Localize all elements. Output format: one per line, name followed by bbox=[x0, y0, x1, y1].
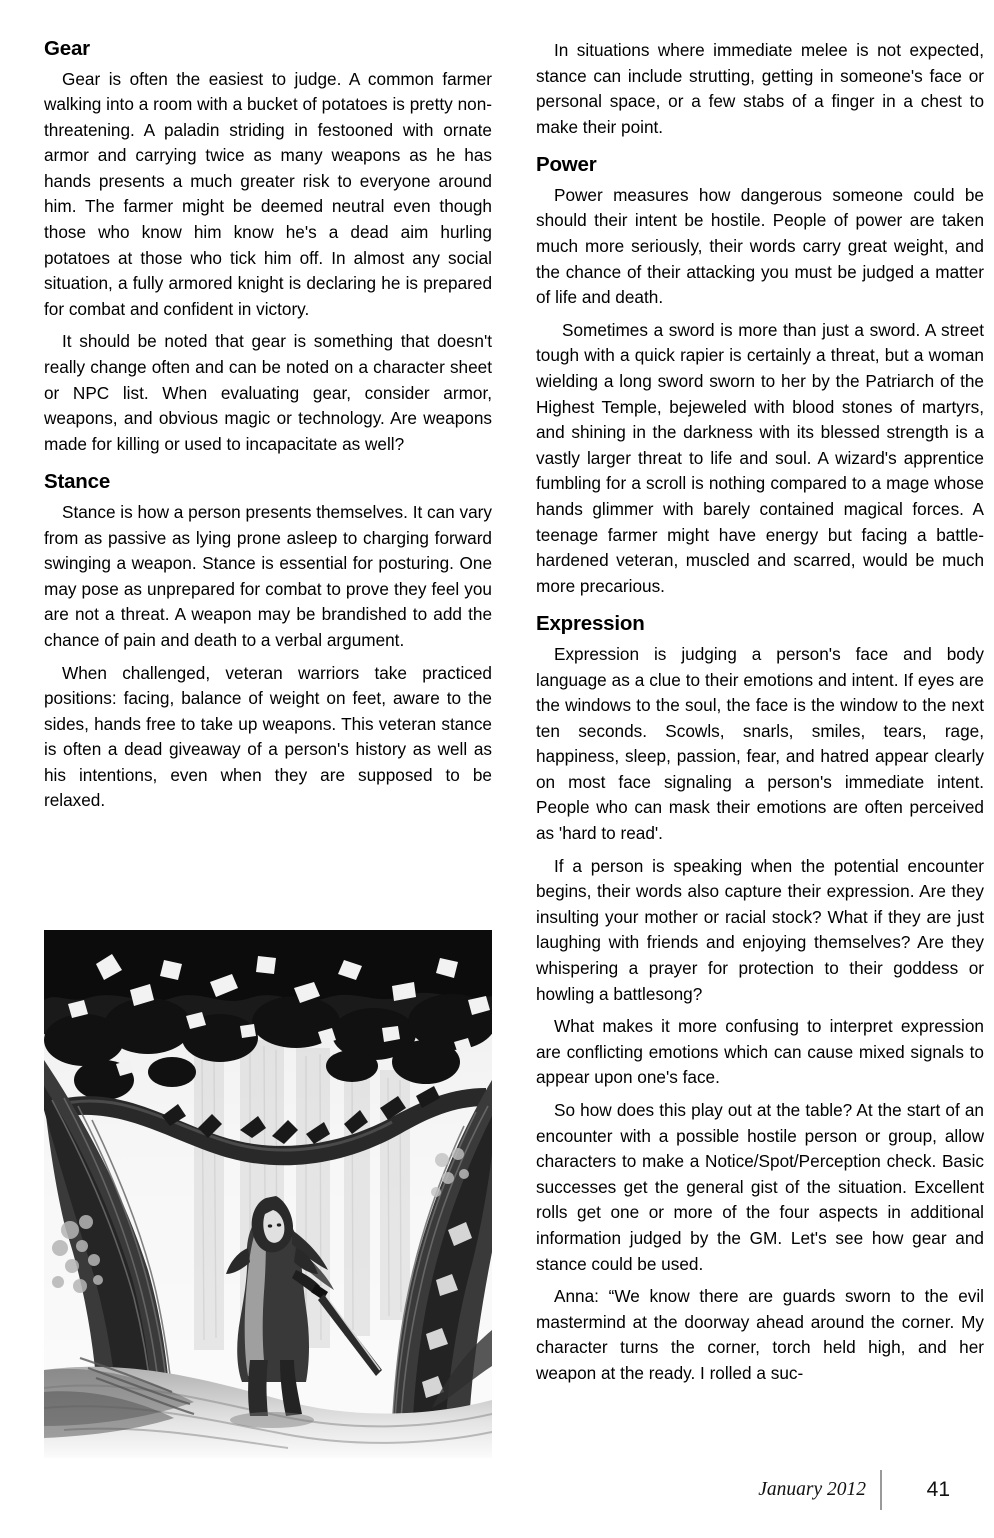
paragraph: Expression is judging a person's face and body language as a clue to their emotions and intent. If eyes are the windows to the soul, the face is the window to the next ten seconds. Scowls, snarls, smiles, tears, rage, happiness, sleep, passion, fear, and hatred appear clearly on most face signaling a person's immediate intent. People who can mask their emotions are often perceived as 'hard to read'. bbox=[536, 643, 984, 844]
paragraph: If a person is speaking when the potential encounter begins, their words also capture their expression. Are they insulting your mother or racial stock? What if they are just laughing with friends and enjoying themselves? Are they whispering a prayer for protection to their goddess or howling a battlesong? bbox=[536, 855, 984, 1004]
heading-power: Power bbox=[536, 153, 597, 177]
paragraph: So how does this play out at the table? At the start of an encounter with a possible hostile person or group, allow characters to make a Notice/Spot/Perception check. Basic successes get the general gist of the situation. Excellent rolls get one or more of the four aspects in additional information judged by the GM. Let's see how gear and stance could be used. bbox=[536, 1100, 984, 1274]
page-number: 41 bbox=[926, 1478, 950, 1501]
paragraph: Stance is how a person presents themselves. It can vary from as passive as lying prone asleep to charging forward swinging a weapon. Stance is essential for posturing. One may pose as unprepared for combat to prove they feel you are not a threat. A weapon may be brandished to add the chance of pain and death to a verbal argument. bbox=[44, 501, 492, 650]
right-column bbox=[536, 38, 984, 1394]
heading-stance: Stance bbox=[44, 470, 111, 494]
footer-issue-date: January 2012 bbox=[758, 1479, 866, 1500]
forest-illustration bbox=[44, 930, 492, 1458]
left-column bbox=[44, 38, 492, 823]
paragraph: What makes it more confusing to interpret expression are conflicting emotions which can cause mixed signals to appear upon one's face. bbox=[536, 1016, 984, 1088]
paragraph: In situations where immediate melee is not expected, stance can include strutting, getting in someone's face or personal space, or a few stabs of a finger in a chest to make their point. bbox=[536, 40, 984, 137]
heading-gear: Gear bbox=[44, 37, 90, 60]
paragraph: Power measures how dangerous someone could be should their intent be hostile. People of power are taken much more seriously, their words carry great weight, and the chance of their attacking you must be judged a matter of life and death. bbox=[536, 184, 984, 308]
paragraph: It should be noted that gear is something that doesn't really change often and can be noted on a character sheet or NPC list. When evaluating gear, consider armor, weapons, and obvious magic or technology. Are weapons made for killing or used to incapacitate as well? bbox=[44, 331, 492, 454]
paragraph: Anna: “We know there are guards sworn to the evil mastermind at the doorway ahead around the corner. My character turns the corner, torch held high, and her weapon at the ready. I rolled a suc- bbox=[536, 1286, 984, 1383]
heading-expression: Expression bbox=[536, 612, 645, 636]
page-footer bbox=[44, 1470, 950, 1510]
paragraph: Gear is often the easiest to judge. A common farmer walking into a room with a bucket of potatoes is pretty non-threatening. A paladin striding in festooned with ornate armor and carrying twice as many weapons as he has hands presents a much greater risk to everyone around him. The farmer might be deemed neutral even though those who know him know he's a dead aim hurling potatoes at those who tick him off. In almost any social situation, a fully armored knight is declaring he is prepared for combat and confident in victory. bbox=[44, 68, 492, 319]
paragraph: When challenged, veteran warriors take practiced positions: facing, balance of weight on feet, aware to the sides, hands free to take up weapons. This veteran stance is often a dead giveaway of a person's history as well as his intentions, even when they are supposed to be relaxed. bbox=[44, 662, 492, 811]
hooded-figure-in-forest-icon bbox=[44, 930, 492, 1458]
paragraph: Sometimes a sword is more than just a sword. A street tough with a quick rapier is certainly a threat, but a woman wielding a long sword sworn to her by the Patriarch of the Highest Temple, bejeweled with blood stones of martyrs, and shining in the darkness with its blessed strength is a vastly larger threat to life and soul. A wizard's apprentice fumbling for a scroll is nothing compared to a mage whose hands glimmer with barely contained magical forces. A teenage farmer might have energy but facing a battle-hardened veteran, muscled and scarred, would be much more precarious. bbox=[536, 319, 984, 596]
